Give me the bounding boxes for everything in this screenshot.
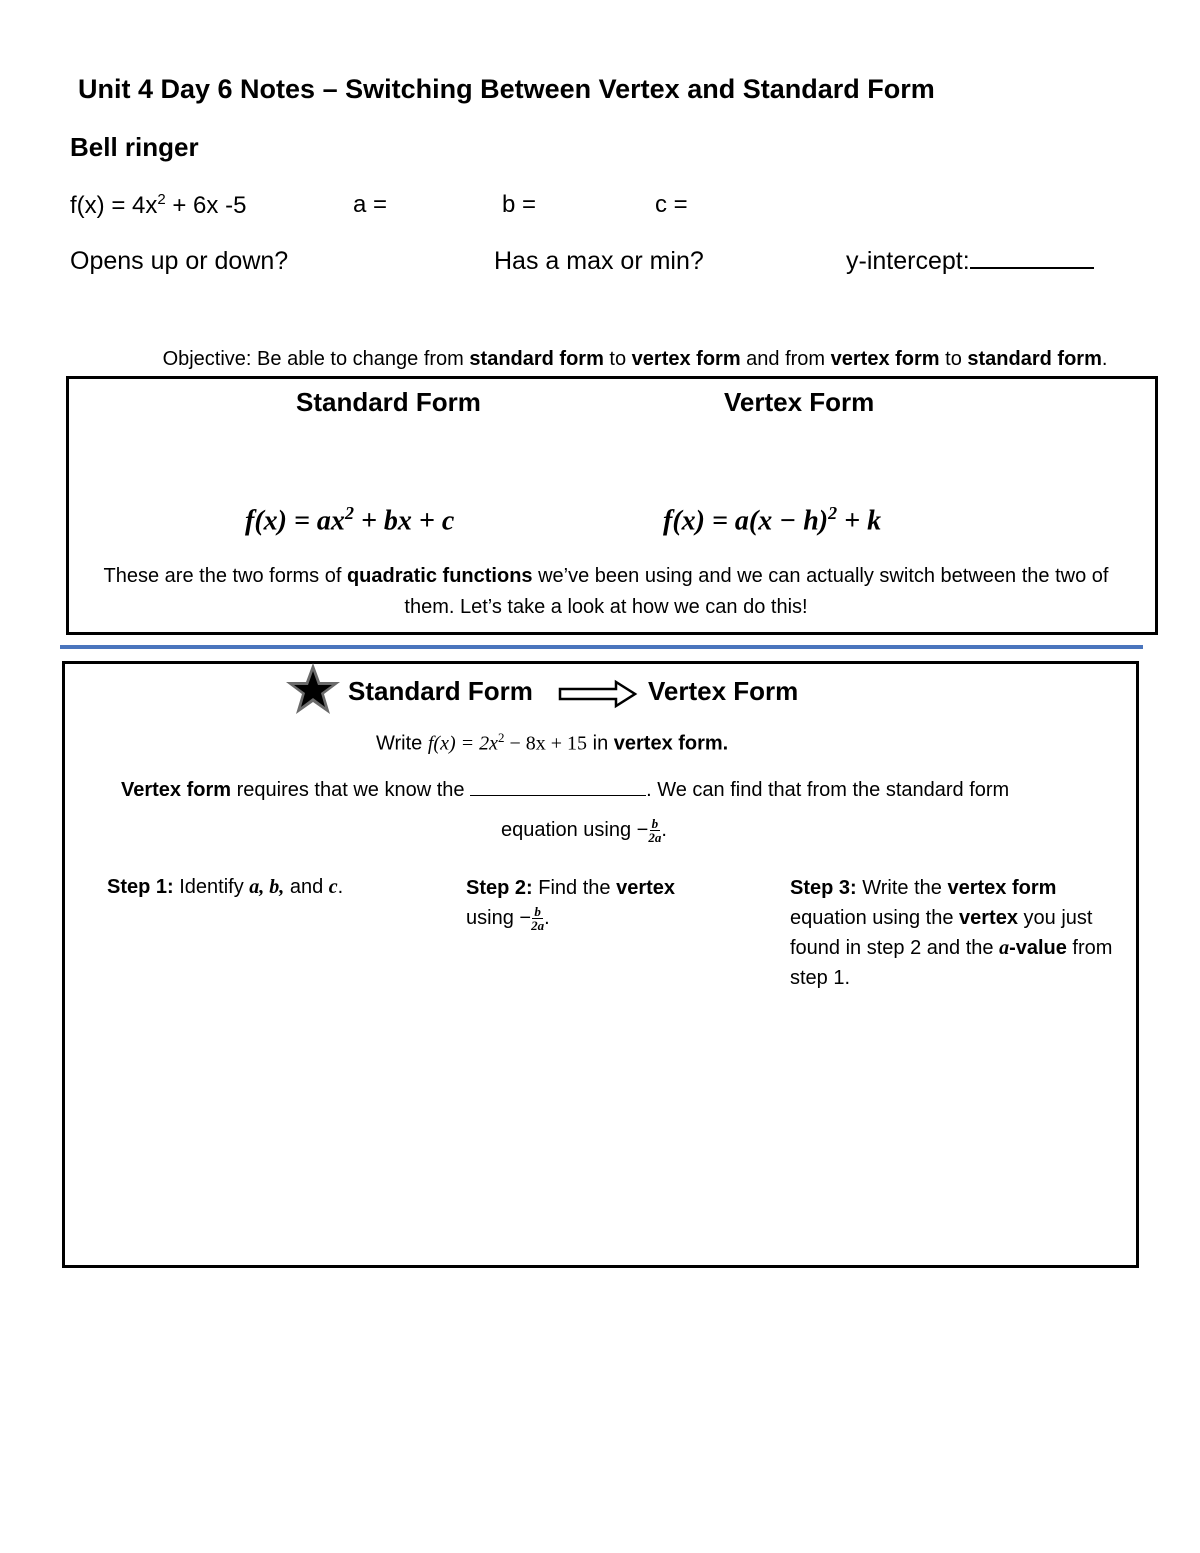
standard-formula-b: + bx + c (353, 505, 455, 537)
objective-to2: to (939, 348, 968, 370)
c-label: c = (655, 191, 688, 218)
vertex-formula-b: + k (837, 505, 882, 537)
step-2-fraction-numerator: b (534, 904, 541, 920)
requirement-end: . (661, 818, 667, 841)
step-3-text-d: from step 1. (790, 937, 1113, 989)
step-3-text-a: Write the (856, 877, 948, 899)
requirement-c: equation using − (501, 818, 649, 841)
y-intercept-prompt (846, 247, 1094, 276)
objective-vtx2: vertex form (830, 348, 940, 370)
objective-and-from: and from (740, 348, 831, 370)
example-prompt (376, 730, 728, 756)
step-3 (790, 873, 1130, 993)
step-3-text-b: equation using the (790, 907, 960, 929)
step-2-end: . (544, 907, 550, 929)
objective-end: . (1101, 348, 1108, 370)
step-1-end: . (337, 876, 344, 898)
y-intercept-blank (970, 247, 1094, 269)
standard-formula-exp: 2 (344, 503, 354, 523)
example-eq-b: − 8x + 15 (504, 732, 588, 755)
step-2 (466, 873, 726, 933)
step-1-label: Step 1: (107, 876, 174, 898)
bell-ringer-heading: Bell ringer (70, 132, 199, 162)
bell-function-text: f(x) = 4x (70, 192, 158, 219)
objective-std: standard form (469, 348, 604, 370)
step-1-text-a: Identify (173, 876, 250, 898)
bell-exponent: 2 (157, 191, 166, 208)
standard-formula-a: f(x) = ax (245, 505, 345, 537)
forms-note-c: we’ve been using and we can actually switch between the two of them. Let’s take a look at how we can do this! (404, 565, 1109, 618)
forms-note (80, 561, 1132, 623)
requirement-line-1 (121, 779, 1009, 802)
objective-lead: Objective: Be able to change from (162, 348, 470, 370)
step-2-fraction-denominator: 2a (531, 918, 545, 934)
standard-form-heading: Standard Form (296, 387, 481, 417)
maxmin-question: Has a max or min? (494, 247, 704, 275)
step-1-text-b: and (284, 876, 329, 898)
step-2-bold: vertex (616, 877, 676, 899)
step-1-var-c: c (328, 876, 338, 898)
step-3-bold-2: vertex (959, 907, 1018, 929)
step-2-fraction (531, 905, 544, 932)
vertex-form-heading: Vertex Form (724, 387, 875, 417)
step-3-bold-3: -value (1009, 937, 1067, 959)
minus-b-over-2a-fraction (648, 817, 661, 844)
requirement-a: requires that we know the (231, 779, 471, 801)
example-eq-exp: 2 (498, 730, 505, 745)
b-label: b = (502, 191, 537, 218)
step-2-text-b: using − (466, 907, 532, 929)
example-write: Write (376, 732, 428, 755)
fraction-denominator: 2a (648, 830, 662, 845)
star-icon (284, 661, 342, 717)
example-in: in (587, 732, 614, 755)
objective-std2: standard form (967, 348, 1102, 370)
bell-function (70, 191, 246, 220)
requirement-line-2 (501, 817, 667, 844)
objective-vtx: vertex form (631, 348, 741, 370)
opens-question: Opens up or down? (70, 247, 289, 275)
objective-to1: to (603, 348, 632, 370)
example-vertex-form: vertex form. (613, 732, 729, 755)
step-3-var: a (999, 937, 1010, 959)
step-2-text-a: Find the (532, 877, 617, 899)
method-from-heading: Standard Form (348, 676, 533, 706)
step-1-vars: a, b, (249, 876, 285, 898)
step-3-text-c: you just found in step 2 and the (790, 907, 1093, 959)
objective (150, 344, 1120, 375)
step-2-label: Step 2: (466, 877, 533, 899)
vertex-formula-a: f(x) = a(x − h) (663, 505, 829, 537)
page-title: Unit 4 Day 6 Notes – Switching Between Vertex and Standard Form (78, 74, 935, 104)
step-3-label: Step 3: (790, 877, 857, 899)
right-arrow-icon (558, 679, 638, 709)
vertex-formula-exp: 2 (828, 503, 838, 523)
requirement-b: . We can find that from the standard form (646, 779, 1010, 801)
bell-function-rest: + 6x -5 (165, 192, 247, 219)
section-divider (60, 645, 1143, 649)
fraction-numerator: b (651, 816, 659, 831)
vertex-form-formula (663, 503, 881, 537)
example-eq-a: f(x) = 2x (427, 732, 498, 755)
y-intercept-label: y-intercept: (846, 247, 970, 275)
forms-note-a: These are the two forms of (103, 565, 347, 587)
requirement-bold: Vertex form (121, 779, 232, 801)
forms-note-bold: quadratic functions (346, 565, 533, 587)
a-label: a = (353, 191, 388, 218)
method-to-heading: Vertex Form (648, 676, 799, 706)
standard-form-formula (245, 503, 454, 537)
vertex-blank (470, 779, 646, 796)
step-1 (107, 872, 427, 902)
step-3-bold-1: vertex form (947, 877, 1057, 899)
